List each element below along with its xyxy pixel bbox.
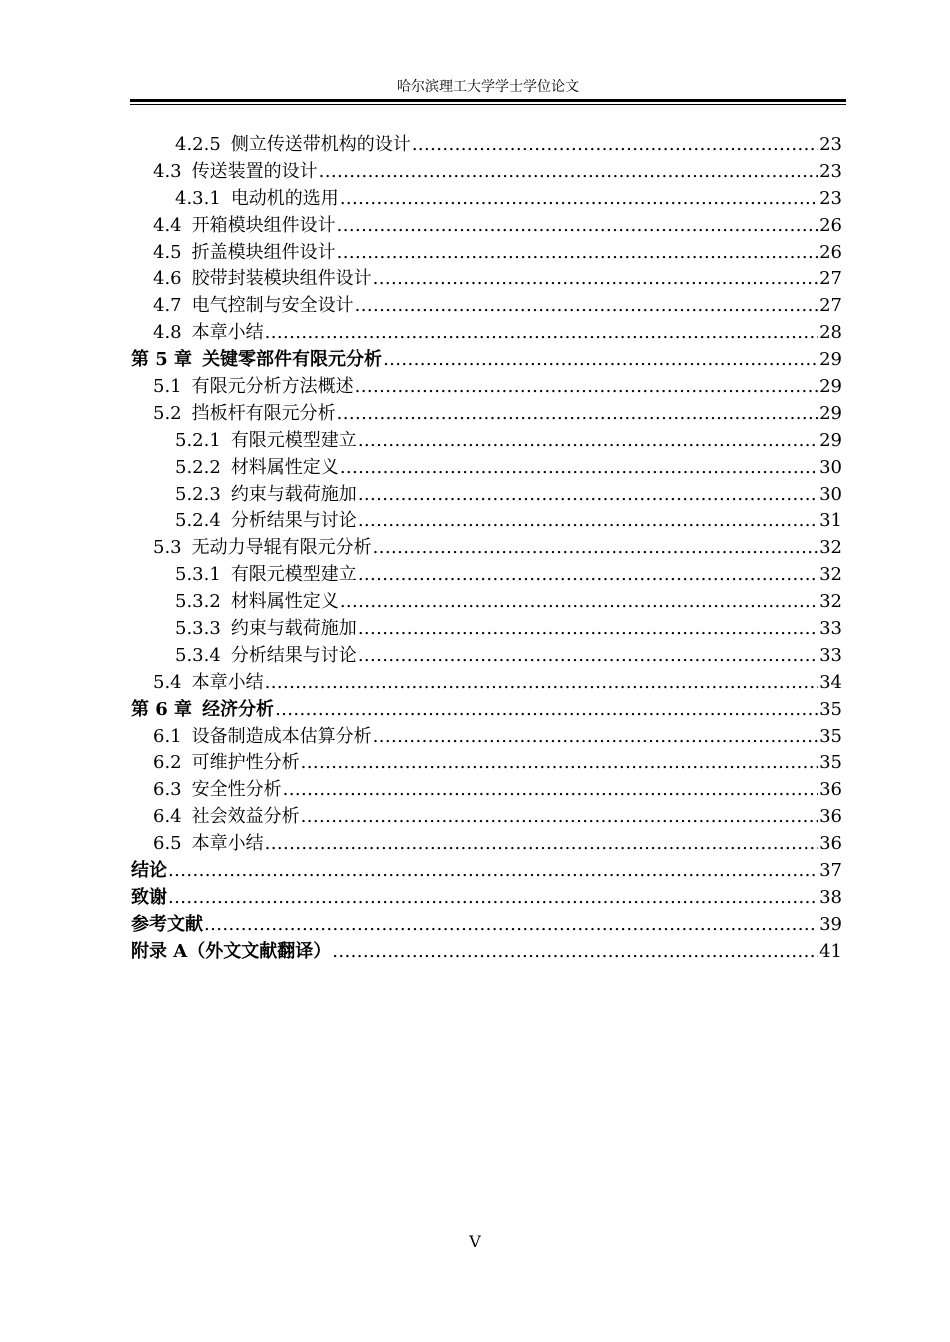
- toc-entry-page: 37: [819, 860, 842, 882]
- toc-entry-text: 无动力导辊有限元分析: [191, 537, 372, 559]
- toc-entry-number: 6.3: [153, 779, 182, 801]
- toc-entry-title: [175, 589, 339, 616]
- toc-entry-title: [131, 885, 167, 912]
- toc-entry-title: [175, 508, 357, 535]
- toc-leader-dots: [358, 428, 818, 455]
- toc-entry-text: 开箱模块组件设计: [191, 214, 336, 236]
- toc-entry-title: [131, 697, 274, 724]
- toc-leader-dots: [358, 562, 818, 589]
- toc-entry[interactable]: [131, 293, 842, 320]
- toc-entry-page: 35: [819, 698, 842, 720]
- toc-entry-title: [131, 912, 203, 939]
- toc-entry-page: 32: [819, 591, 842, 613]
- toc-entry-title: [175, 132, 411, 159]
- toc-entry-page: 33: [819, 644, 842, 666]
- table-of-contents: [131, 132, 842, 966]
- toc-entry-number: 6.4: [153, 806, 182, 828]
- toc-entry-title: [153, 535, 372, 562]
- toc-entry-page: 35: [819, 752, 842, 774]
- toc-entry-text: 胶带封装模块组件设计: [191, 268, 372, 290]
- toc-entry[interactable]: [131, 347, 842, 374]
- toc-entry-page: 26: [819, 241, 842, 263]
- toc-entry[interactable]: [131, 885, 842, 912]
- toc-entry-number: 5.2.2: [175, 456, 221, 478]
- toc-entry-number: 4.2.5: [175, 134, 221, 155]
- toc-entry[interactable]: [131, 455, 842, 482]
- toc-entry-page: 29: [819, 429, 842, 451]
- toc-entry-number: 5.2.4: [175, 510, 221, 532]
- toc-entry-page: 31: [819, 510, 842, 532]
- toc-entry[interactable]: [131, 616, 842, 643]
- toc-entry-number: 4.3.1: [175, 187, 221, 209]
- toc-entry-text: 挡板杆有限元分析: [191, 402, 336, 424]
- toc-entry-number: 5.3.1: [175, 564, 221, 586]
- toc-entry-title: [153, 804, 300, 831]
- toc-entry-text: 电气控制与安全设计: [191, 295, 354, 317]
- toc-entry-number: 5.3.3: [175, 618, 221, 640]
- toc-entry-text: 有限元模型建立: [230, 429, 357, 451]
- toc-entry-text: 约束与载荷施加: [230, 483, 357, 505]
- toc-entry-title: [153, 159, 318, 186]
- toc-leader-dots: [340, 589, 818, 616]
- toc-entry-title: [153, 777, 282, 804]
- toc-entry-page: 35: [819, 725, 842, 747]
- toc-entry-text: 社会效益分析: [191, 806, 300, 828]
- toc-leader-dots: [168, 885, 818, 912]
- toc-leader-dots: [275, 697, 818, 724]
- toc-entry-number: 5.3.2: [175, 591, 221, 613]
- toc-entry-text: 侧立传送带机构的设计: [230, 134, 411, 155]
- toc-entry-text: 经济分析: [202, 698, 275, 720]
- toc-entry[interactable]: [131, 320, 842, 347]
- toc-entry[interactable]: [131, 643, 842, 670]
- toc-entry-page: 29: [819, 376, 842, 398]
- toc-entry-text: 电动机的选用: [230, 187, 339, 209]
- toc-leader-dots: [168, 858, 818, 885]
- toc-entry-title: [131, 858, 167, 885]
- toc-entry-page: 36: [819, 833, 842, 855]
- toc-leader-dots: [383, 347, 818, 374]
- toc-entry[interactable]: [131, 266, 842, 293]
- toc-entry-page: 26: [819, 214, 842, 236]
- toc-leader-dots: [355, 293, 818, 320]
- toc-entry-number: 5.4: [153, 671, 182, 693]
- toc-entry-page: 36: [819, 779, 842, 801]
- toc-entry-number: 4.4: [153, 214, 182, 236]
- toc-entry[interactable]: [131, 186, 842, 213]
- toc-leader-dots: [340, 455, 818, 482]
- toc-entry-number: 4.7: [153, 295, 182, 317]
- toc-entry-number: 6.2: [153, 752, 182, 774]
- toc-entry-number: 6.1: [153, 725, 182, 747]
- toc-leader-dots: [283, 777, 818, 804]
- toc-entry-page: 39: [819, 913, 842, 935]
- toc-entry-page: 23: [819, 160, 842, 182]
- toc-leader-dots: [204, 912, 818, 939]
- toc-leader-dots: [358, 616, 818, 643]
- toc-entry[interactable]: [131, 939, 842, 966]
- toc-entry[interactable]: [131, 589, 842, 616]
- toc-entry-text: 材料属性定义: [230, 591, 339, 613]
- toc-leader-dots: [301, 750, 818, 777]
- toc-entry-text: 致谢: [131, 886, 167, 908]
- toc-entry-number: 4.8: [153, 322, 182, 344]
- toc-leader-dots: [337, 401, 818, 428]
- toc-entry-page: 23: [819, 187, 842, 209]
- toc-entry-number: 5.1: [153, 376, 182, 398]
- page-number: V: [469, 1232, 481, 1251]
- toc-entry-number: 4.6: [153, 268, 182, 290]
- toc-entry[interactable]: [131, 697, 842, 724]
- toc-entry-number: 4.3: [153, 160, 182, 182]
- toc-entry-text: 约束与载荷施加: [230, 618, 357, 640]
- toc-leader-dots: [332, 939, 818, 966]
- toc-entry[interactable]: [131, 401, 842, 428]
- toc-entry[interactable]: [131, 159, 842, 186]
- toc-entry[interactable]: [131, 213, 842, 240]
- toc-entry[interactable]: [131, 804, 842, 831]
- toc-leader-dots: [340, 186, 818, 213]
- toc-leader-dots: [301, 804, 818, 831]
- toc-entry[interactable]: [131, 724, 842, 751]
- toc-entry-text: 有限元模型建立: [230, 564, 357, 586]
- header-rule-thick: [130, 99, 846, 102]
- toc-entry-text: 分析结果与讨论: [230, 644, 357, 666]
- running-header: 哈尔滨理工大学学士学位论文: [397, 79, 579, 95]
- toc-entry-page: 33: [819, 618, 842, 640]
- toc-entry-page: 34: [819, 671, 842, 693]
- toc-entry[interactable]: [131, 374, 842, 401]
- toc-entry-title: [175, 455, 339, 482]
- header-rule-thin: [130, 104, 846, 105]
- toc-entry[interactable]: [131, 562, 842, 589]
- toc-leader-dots: [337, 240, 818, 267]
- toc-entry-title: [175, 482, 357, 509]
- toc-entry-title: [153, 724, 372, 751]
- toc-entry-title: [153, 374, 354, 401]
- toc-leader-dots: [358, 508, 818, 535]
- toc-entry-number: 5.3.4: [175, 644, 221, 666]
- toc-entry-text: 材料属性定义: [230, 456, 339, 478]
- toc-entry[interactable]: [131, 750, 842, 777]
- toc-entry[interactable]: [131, 132, 842, 159]
- toc-entry-text: 安全性分析: [191, 779, 282, 801]
- toc-leader-dots: [358, 482, 818, 509]
- toc-leader-dots: [337, 213, 818, 240]
- toc-entry-title: [153, 320, 264, 347]
- toc-entry-page: 36: [819, 806, 842, 828]
- toc-entry-text: 有限元分析方法概述: [191, 376, 354, 398]
- toc-leader-dots: [373, 266, 818, 293]
- toc-entry-text: 传送装置的设计: [191, 160, 318, 182]
- toc-entry[interactable]: [131, 240, 842, 267]
- toc-entry[interactable]: [131, 535, 842, 562]
- toc-entry-page: 38: [819, 886, 842, 908]
- toc-leader-dots: [373, 535, 818, 562]
- toc-leader-dots: [265, 831, 818, 858]
- toc-entry-page: 28: [819, 322, 842, 344]
- toc-entry-text: 参考文献: [131, 913, 203, 935]
- toc-entry-page: 29: [819, 402, 842, 424]
- toc-entry-title: [131, 939, 331, 966]
- toc-entry-text: 本章小结: [191, 322, 264, 344]
- toc-leader-dots: [373, 724, 818, 751]
- toc-entry-title: [131, 347, 382, 374]
- toc-leader-dots: [265, 320, 818, 347]
- toc-entry-page: 30: [819, 456, 842, 478]
- toc-entry-text: 可维护性分析: [191, 752, 300, 774]
- toc-entry-number: 5.3: [153, 537, 182, 559]
- toc-entry[interactable]: [131, 428, 842, 455]
- toc-entry-text: 分析结果与讨论: [230, 510, 357, 532]
- toc-entry-title: [153, 293, 354, 320]
- toc-entry-page: 29: [819, 349, 842, 371]
- toc-entry[interactable]: [131, 831, 842, 858]
- toc-entry-title: [153, 670, 264, 697]
- toc-leader-dots: [358, 643, 818, 670]
- toc-entry-title: [153, 266, 372, 293]
- toc-entry-title: [175, 616, 357, 643]
- toc-entry-title: [175, 562, 357, 589]
- toc-entry[interactable]: [131, 508, 842, 535]
- toc-entry-page: 27: [819, 268, 842, 290]
- toc-entry[interactable]: [131, 912, 842, 939]
- toc-leader-dots: [265, 670, 818, 697]
- toc-entry-text: 附录 A（外文文献翻译）: [131, 940, 332, 962]
- toc-entry-page: 23: [819, 134, 842, 155]
- toc-entry-title: [153, 401, 336, 428]
- toc-entry-number: 5.2.3: [175, 483, 221, 505]
- toc-entry[interactable]: [131, 670, 842, 697]
- toc-entry-number: 5.2.1: [175, 429, 221, 451]
- toc-entry-page: 32: [819, 537, 842, 559]
- toc-entry-text: 本章小结: [191, 833, 264, 855]
- toc-entry-text: 关键零部件有限元分析: [202, 349, 383, 371]
- toc-entry-page: 30: [819, 483, 842, 505]
- toc-entry-title: [175, 428, 357, 455]
- toc-entry-text: 本章小结: [191, 671, 264, 693]
- toc-entry-title: [153, 750, 300, 777]
- toc-entry-title: [153, 831, 264, 858]
- toc-entry-number: 6.5: [153, 833, 182, 855]
- toc-entry-text: 结论: [131, 860, 167, 882]
- toc-entry-title: [153, 213, 336, 240]
- toc-entry-page: 41: [819, 940, 842, 962]
- toc-entry[interactable]: [131, 482, 842, 509]
- toc-entry-text: 设备制造成本估算分析: [191, 725, 372, 747]
- toc-entry-title: [153, 240, 336, 267]
- toc-entry-number: 第 6 章: [131, 698, 193, 720]
- toc-leader-dots: [319, 159, 818, 186]
- toc-entry-number: 第 5 章: [131, 349, 193, 371]
- toc-entry[interactable]: [131, 777, 842, 804]
- toc-entry-title: [175, 186, 339, 213]
- toc-entry-page: 32: [819, 564, 842, 586]
- toc-leader-dots: [355, 374, 818, 401]
- toc-entry-number: 4.5: [153, 241, 182, 263]
- toc-leader-dots: [412, 132, 818, 159]
- toc-entry[interactable]: [131, 858, 842, 885]
- toc-entry-text: 折盖模块组件设计: [191, 241, 336, 263]
- toc-entry-page: 27: [819, 295, 842, 317]
- toc-entry-number: 5.2: [153, 402, 182, 424]
- toc-entry-title: [175, 643, 357, 670]
